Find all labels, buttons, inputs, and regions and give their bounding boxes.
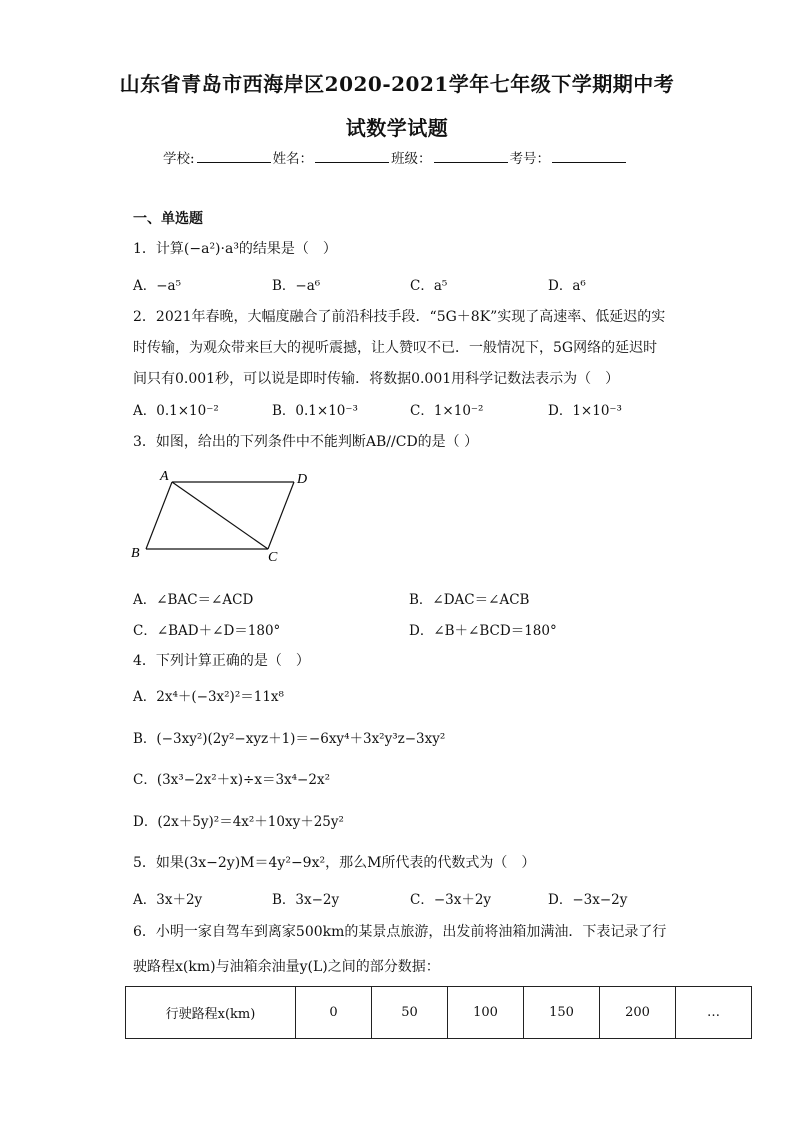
table-row-header: 行驶路程x(km) [126, 987, 296, 1039]
question-2-line-1: 2．2021年春晚，大幅度融合了前沿科技手段．“5G＋8K”实现了高速率、低延迟的实 [133, 309, 666, 325]
distance-fuel-table [125, 986, 752, 1039]
table-cell: 0 [296, 987, 372, 1039]
q1-option-c: C．a⁵ [410, 278, 448, 294]
section-heading: 一、单选题 [133, 211, 203, 227]
segment-ab [146, 482, 172, 549]
table-cell: 200 [600, 987, 676, 1039]
parallelogram-figure [128, 462, 328, 568]
title-line-2: 试数学试题 [345, 116, 449, 140]
q3-option-c: C．∠BAD＋∠D＝180° [133, 623, 281, 639]
q3-option-b: B．∠DAC＝∠ACB [409, 592, 530, 608]
question-4-stem: 4．下列计算正确的是（ ） [133, 653, 310, 669]
table-cell: 50 [372, 987, 448, 1039]
q4-option-b: B．(−3xy²)(2y²−xyz＋1)＝−6xy⁴＋3x²y³z−3xy² [133, 731, 446, 747]
table-cell: 100 [448, 987, 524, 1039]
table-cell: … [676, 987, 752, 1039]
q2-option-c: C．1×10⁻² [410, 403, 484, 419]
q2-option-b: B．0.1×10⁻³ [272, 403, 358, 419]
q2-option-d: D．1×10⁻³ [548, 403, 622, 419]
q3-option-d: D．∠B＋∠BCD＝180° [409, 623, 557, 639]
q4-option-c: C．(3x³−2x²＋x)÷x＝3x⁴−2x² [133, 772, 330, 788]
question-6-line-2: 驶路程x(km)与油箱余油量y(L)之间的部分数据： [133, 959, 440, 975]
question-2-line-3: 间只有0.001秒，可以说是即时传输．将数据0.001用科学记数法表示为（ ） [133, 371, 620, 387]
q1-option-d: D．a⁶ [548, 278, 586, 294]
student-info-row [163, 147, 628, 167]
name-label: 姓名： [272, 151, 314, 167]
q2-option-a: A．0.1×10⁻² [133, 403, 219, 419]
question-3-stem: 3．如图，给出的下列条件中不能判断AB//CD的是（ ） [133, 434, 479, 450]
table-cell: 150 [524, 987, 600, 1039]
table-row [126, 987, 752, 1039]
q1-option-b: B．−a⁶ [272, 278, 321, 294]
segment-dc [268, 482, 294, 549]
q1-option-a: A．−a⁵ [133, 278, 182, 294]
q5-option-a: A．3x＋2y [133, 892, 203, 908]
name-blank[interactable] [315, 148, 389, 163]
segment-ac [172, 482, 268, 549]
question-1-stem: 1．计算(−a²)·a³的结果是（ ） [133, 241, 337, 257]
school-label: 学校: [163, 151, 195, 167]
q4-option-d: D．(2x＋5y)²＝4x²＋10xy＋25y² [133, 814, 344, 830]
exam-no-blank[interactable] [552, 148, 626, 163]
label-d: D [297, 472, 308, 487]
label-b: B [131, 546, 140, 561]
question-5-stem: 5．如果(3x−2y)M＝4y²−9x²，那么M所代表的代数式为（ ） [133, 855, 536, 871]
q5-option-c: C．−3x＋2y [410, 892, 492, 908]
question-6-line-1: 6．小明一家自驾车到离家500km的某景点旅游，出发前将油箱加满油．下表记录了行 [133, 924, 667, 940]
q4-option-a: A．2x⁴＋(−3x²)²＝11x⁸ [133, 689, 284, 705]
school-blank[interactable] [197, 148, 271, 163]
q3-option-a: A．∠BAC＝∠ACD [133, 592, 254, 608]
class-label: 班级： [391, 151, 432, 167]
exam-no-label: 考号： [509, 151, 551, 167]
q5-option-d: D．−3x−2y [548, 892, 628, 908]
label-a: A [160, 469, 169, 484]
q5-option-b: B．3x−2y [272, 892, 340, 908]
class-blank[interactable] [434, 148, 508, 163]
label-c: C [268, 550, 278, 565]
question-2-line-2: 时传输，为观众带来巨大的视听震撼，让人赞叹不已．一般情况下，5G网络的延迟时 [133, 340, 658, 356]
title-line-1: 山东省青岛市西海岸区2020-2021学年七年级下学期期中考 [119, 72, 675, 96]
